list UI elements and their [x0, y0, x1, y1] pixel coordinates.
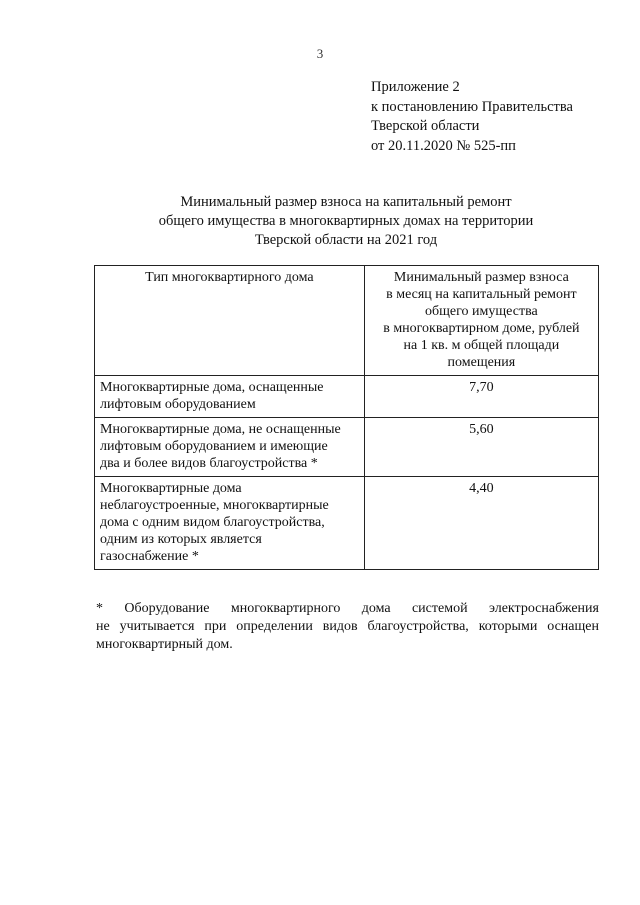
- annex-line: к постановлению Правительства: [371, 98, 573, 115]
- annex-line: Тверской области: [371, 118, 480, 134]
- table-row: [95, 376, 599, 418]
- table-row: [95, 477, 599, 570]
- title-line: Тверской области на 2021 год: [254, 232, 438, 248]
- house-type-line: газоснабжение *: [100, 549, 199, 564]
- rate-cell: 7,70: [364, 376, 598, 418]
- footnote-line: не учитывается при определении видов благоустройства, которыми оснащен: [96, 619, 599, 634]
- rates-table: [94, 265, 599, 570]
- house-type-line: неблагоустроенные, многоквартирные: [100, 498, 329, 513]
- header-min-rate: [364, 266, 598, 376]
- house-type-line: Многоквартирные дома, не оснащенные: [100, 422, 341, 437]
- house-type-line: лифтовым оборудованием: [100, 397, 256, 412]
- header-rate-line: помещения: [447, 355, 516, 370]
- table-header-row: [95, 266, 599, 376]
- house-type-cell: [95, 376, 365, 418]
- header-rate-line: Минимальный размер взноса: [393, 270, 569, 285]
- house-type-line: Многоквартирные дома, оснащенные: [100, 380, 324, 395]
- header-rate-line: в месяц на капитальный ремонт: [386, 287, 577, 302]
- footnote: [96, 600, 599, 654]
- document-title: [96, 193, 596, 250]
- header-rate-line: в многоквартирном доме, рублей: [383, 321, 580, 336]
- header-rate-line: общего имущества: [425, 304, 538, 319]
- house-type-line: дома с одним видом благоустройства,: [100, 515, 325, 530]
- footnote-line: * Оборудование многоквартирного дома системой электроснабжения: [96, 601, 599, 616]
- footnote-line: многоквартирный дом.: [96, 637, 233, 652]
- page-number: 3: [316, 46, 324, 61]
- table-row: [95, 418, 599, 477]
- title-line: общего имущества в многоквартирных домах на территории: [158, 213, 534, 229]
- header-house-type: Тип многоквартирного дома: [95, 266, 365, 376]
- header-rate-line: на 1 кв. м общей площади: [403, 338, 560, 353]
- annex-line: от 20.11.2020 № 525-пп: [371, 137, 516, 154]
- house-type-line: одним из которых является: [100, 532, 262, 547]
- annex-reference: [371, 78, 573, 156]
- house-type-line: два и более видов благоустройства *: [100, 456, 318, 471]
- rate-cell: 4,40: [364, 477, 598, 570]
- house-type-cell: [95, 418, 365, 477]
- house-type-cell: [95, 477, 365, 570]
- rate-cell: 5,60: [364, 418, 598, 477]
- annex-line: Приложение 2: [371, 79, 460, 95]
- house-type-line: лифтовым оборудованием и имеющие: [100, 439, 328, 454]
- title-line: Минимальный размер взноса на капитальный ремонт: [180, 194, 512, 210]
- house-type-line: Многоквартирные дома: [100, 481, 242, 496]
